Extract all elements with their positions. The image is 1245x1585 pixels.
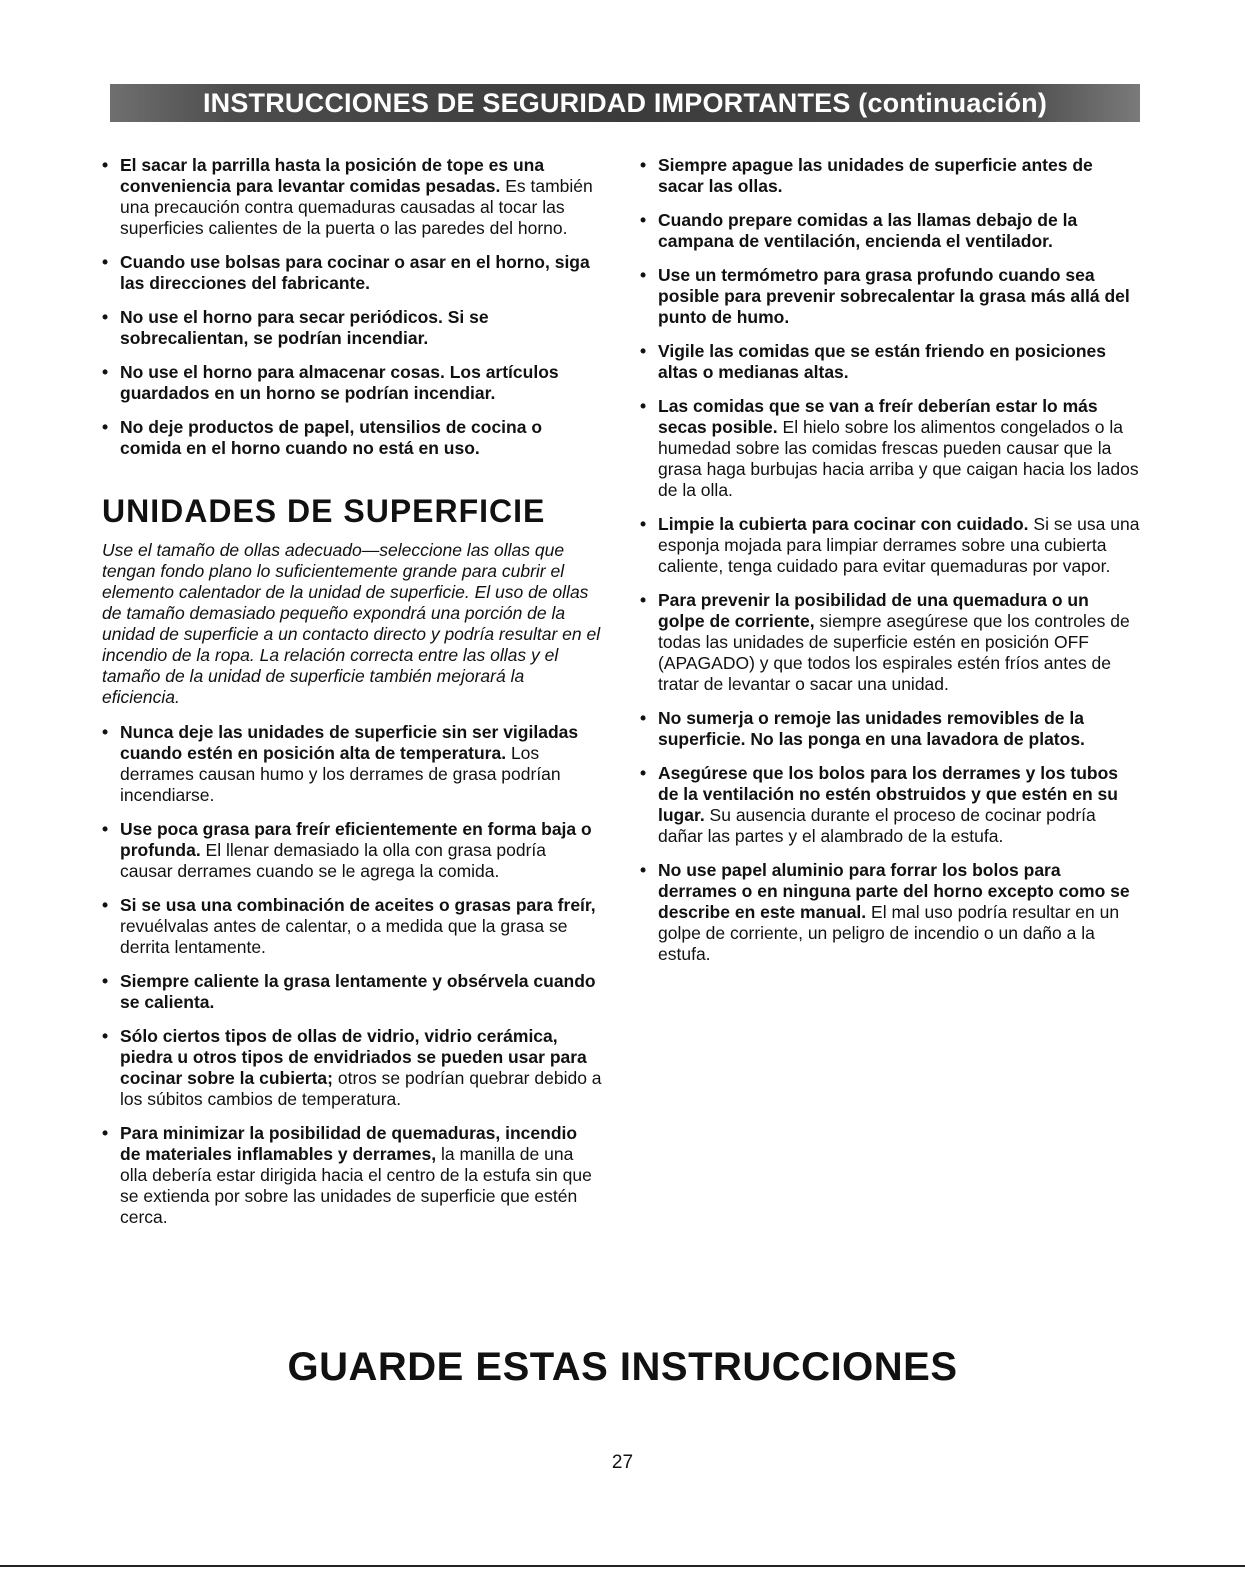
list-item (640, 155, 1140, 197)
list-item-bold-text: No sumerja o remoje las unidades removibles de la superficie. No las ponga en una lavadora de platos. (658, 708, 1085, 749)
list-item-text: otros se podrían quebrar debido a los súbitos cambios de temperatura. (120, 1068, 602, 1109)
list-item (640, 265, 1140, 328)
left-safety-list (102, 155, 602, 459)
list-item-text: Su ausencia durante el proceso de cocinar podría dañar las partes y el alambrado de la estufa. (658, 805, 1096, 846)
list-item (102, 819, 602, 882)
list-item-text: Los derrames causan humo y los derrames de grasa podrían incendiarse. (120, 743, 561, 805)
list-item-bold-text: No deje productos de papel, utensilios de cocina o comida en el horno cuando no está en uso. (120, 417, 543, 458)
list-item (102, 417, 602, 459)
list-item-text: revuélvalas antes de calentar, o a medida que la grasa se derrita lentamente. (120, 916, 568, 957)
list-item-bold-text: El sacar la parrilla hasta la posición de tope es una conveniencia para levantar comidas pesadas. (120, 155, 545, 196)
list-item-bold-text: No use papel aluminio para forrar los bolos para derrames o en ninguna parte del horno excepto como se describe en este manual. (658, 860, 1130, 922)
list-item (640, 514, 1140, 577)
section-title: UNIDADES DE SUPERFICIE (102, 493, 546, 529)
header-bar (110, 84, 1140, 122)
list-item-bold-text: Limpie la cubierta para cocinar con cuidado. (658, 514, 1029, 534)
list-item-bold-text: Vigile las comidas que se están friendo en posiciones altas o medianas altas. (658, 341, 1107, 382)
list-item-bold-text: No use el horno para almacenar cosas. Los artículos guardados en un horno se podrían incendiar. (120, 362, 559, 403)
list-item-bold-text: Para prevenir la posibilidad de una quemadura o un golpe de corriente, (658, 590, 1089, 631)
list-item-bold-text: Cuando prepare comidas a las llamas debajo de la campana de ventilación, encienda el ventilador. (658, 210, 1078, 251)
list-item (640, 590, 1140, 695)
list-item-text: El mal uso podría resultar en un golpe de corriente, un peligro de incendio o un daño a la estufa. (658, 902, 1120, 964)
list-item-text: El llenar demasiado la olla con grasa podría causar derrames cuando se le agrega la comida. (120, 840, 547, 881)
right-safety-list (640, 155, 1140, 965)
list-item-bold-text: Cuando use bolsas para cocinar o asar en el horno, siga las direcciones del fabricante. (120, 252, 590, 293)
list-item (102, 895, 602, 958)
left-column (102, 155, 602, 1241)
list-item-text: siempre asegúrese que los controles de todas las unidades de superficie estén en posición OFF (APAGADO) y que todos los espirales estén fríos antes de tratar de levantar o sacar una unidad. (658, 611, 1130, 694)
list-item-text: El hielo sobre los alimentos congelados o la humedad sobre las comidas frescas pueden causar que la grasa haga burbujas hacia arriba y que caigan hacia los lados de la olla. (658, 417, 1139, 500)
page-title: INSTRUCCIONES DE SEGURIDAD IMPORTANTES (continuación) (202, 87, 1048, 118)
footer-title: GUARDE ESTAS INSTRUCCIONES (287, 1345, 958, 1389)
list-item (102, 722, 602, 806)
list-item (102, 971, 602, 1013)
surface-units-list (102, 722, 602, 1228)
section-intro: Use el tamaño de ollas adecuado—seleccione las ollas que tengan fondo plano lo suficientemente grande para cubrir el elemento calentador de la unidad de superficie. El uso de ollas de tamaño demasiado pequeño expondrá una porción de la unidad de superficie a un contacto directo y podría resultar en el incendio de la ropa. La relación correcta entre las ollas y el tamaño de la unidad de superficie también mejorará la eficiencia. (102, 540, 601, 707)
list-item-bold-text: Sólo ciertos tipos de ollas de vidrio, vidrio cerámica, piedra u otros tipos de envidriados se pueden usar para cocinar sobre la cubierta; (120, 1026, 587, 1088)
list-item (102, 362, 602, 404)
list-item (640, 708, 1140, 750)
page-number: 27 (611, 1452, 634, 1473)
list-item (640, 860, 1140, 965)
right-column (640, 155, 1140, 978)
list-item (640, 341, 1140, 383)
list-item-bold-text: Si se usa una combinación de aceites o grasas para freír, (120, 895, 596, 915)
list-item-bold-text: No use el horno para secar periódicos. Si se sobrecalientan, se podrían incendiar. (120, 307, 489, 348)
list-item-bold-text: Use un termómetro para grasa profundo cuando sea posible para prevenir sobrecalentar la grasa más allá del punto de humo. (658, 265, 1130, 327)
list-item (640, 210, 1140, 252)
list-item-bold-text: Las comidas que se van a freír deberían estar lo más secas posible. (658, 396, 1098, 437)
bottom-divider (0, 1565, 1245, 1567)
list-item-bold-text: Siempre apague las unidades de superficie antes de sacar las ollas. (658, 155, 1093, 196)
list-item-bold-text: Asegúrese que los bolos para los derrames y los tubos de la ventilación no estén obstruidos y que estén en su lugar. (658, 763, 1119, 825)
list-item-bold-text: Nunca deje las unidades de superficie sin ser vigiladas cuando estén en posición alta de temperatura. (120, 722, 579, 763)
list-item (102, 252, 602, 294)
list-item-bold-text: Siempre caliente la grasa lentamente y obsérvela cuando se calienta. (120, 971, 596, 1012)
list-item (102, 1123, 602, 1228)
list-item (640, 396, 1140, 501)
list-item-text: la manilla de una olla debería estar dirigida hacia el centro de la estufa sin que se extienda por sobre las unidades de superficie que estén cerca. (120, 1144, 592, 1227)
list-item-text: Es también una precaución contra quemaduras causadas al tocar las superficies calientes de la puerta o las paredes del horno. (120, 176, 593, 238)
list-item (102, 155, 602, 239)
list-item-bold-text: Use poca grasa para freír eficientemente en forma baja o profunda. (120, 819, 592, 860)
list-item (640, 763, 1140, 847)
list-item-text: Si se usa una esponja mojada para limpiar derrames sobre una cubierta caliente, tenga cuidado para evitar quemaduras por vapor. (658, 514, 1140, 576)
list-item (102, 1026, 602, 1110)
list-item (102, 307, 602, 349)
list-item-bold-text: Para minimizar la posibilidad de quemaduras, incendio de materiales inflamables y derrames, (120, 1123, 578, 1164)
